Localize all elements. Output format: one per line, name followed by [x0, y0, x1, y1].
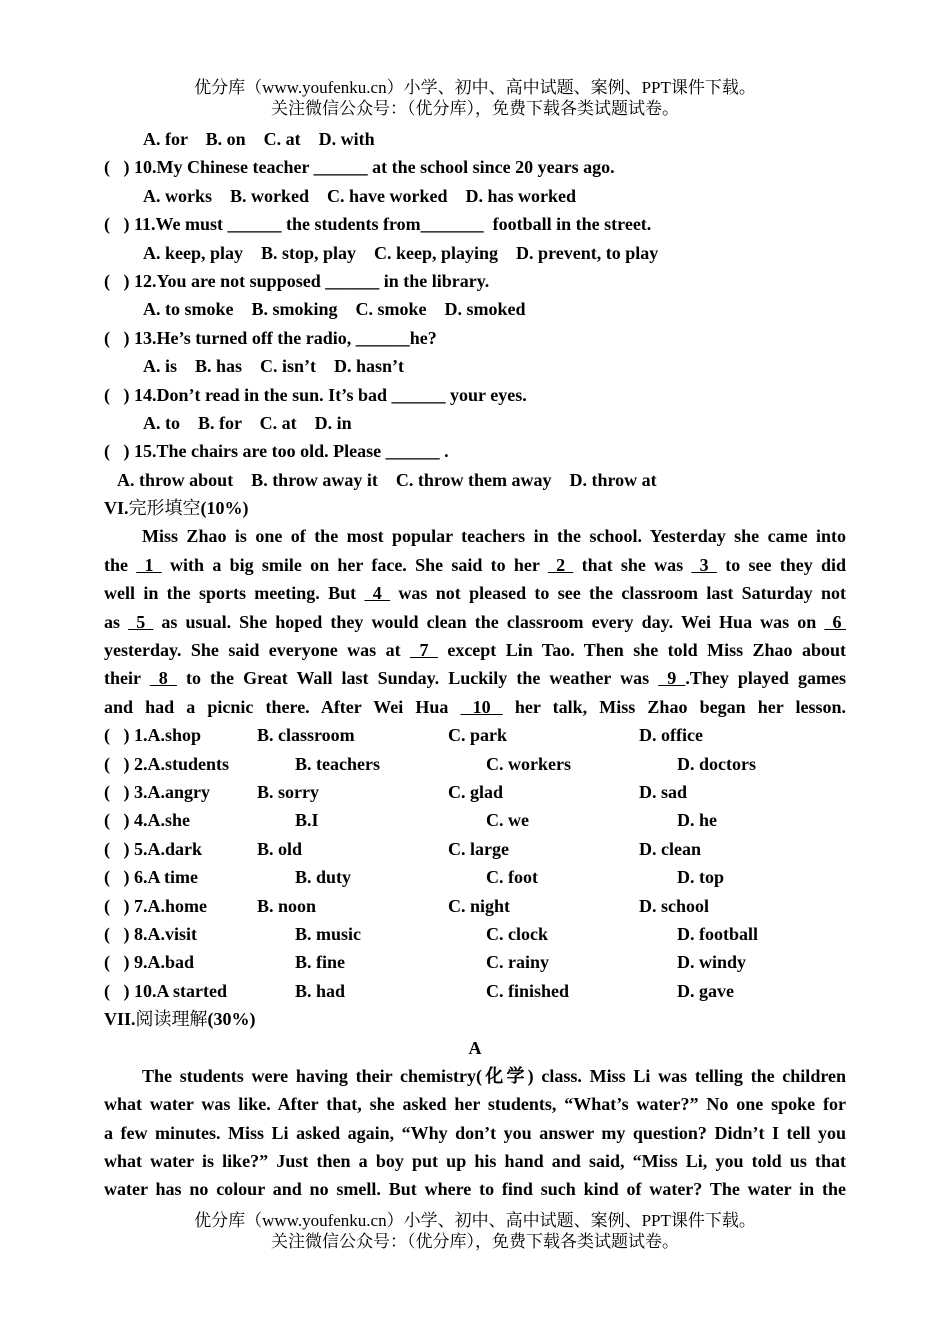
footer-line-2: 关注微信公众号：（优分库），免费下载各类试题试卷。 [271, 1232, 679, 1251]
cloze-option-choice: B. noon [257, 895, 317, 916]
reading-passage [104, 1062, 846, 1204]
cloze-option-choice: C. workers [486, 753, 571, 774]
cloze-option-choice: B.I [295, 810, 319, 831]
q10-options: A. works B. worked C. have worked D. has worked [143, 185, 577, 206]
cloze-option-choice: D. football [677, 923, 758, 944]
cloze-passage-line: yesterday. She said everyone was at 7 except Lin Tao. Then she told Miss Zhao about [104, 640, 846, 661]
header-line-1: 优分库（www.youfenku.cn）小学、初中、高中试题、案例、PPT课件下载。 [194, 78, 756, 97]
cloze-passage-line: and had a picnic there. After Wei Hua 10 her talk, Miss Zhao began her lesson. [104, 696, 846, 717]
cloze-blank: 8 [149, 668, 177, 689]
reading-passage-line: a few minutes. Miss Li asked again, “Why don’t you answer my question? Didn’t I tell you [104, 1122, 846, 1143]
cloze-passage-line: well in the sports meeting. But 4 was not pleased to see the classroom last Saturday not [104, 583, 846, 604]
cloze-passage-line: as 5 as usual. She hoped they would clean the classroom every day. Wei Hua was on 6 [104, 611, 847, 632]
reading-title-zh: 阅读理解 [135, 1009, 208, 1030]
cloze-blank: 10 [460, 696, 503, 717]
page-header [0, 77, 950, 119]
cloze-option-choice: B. sorry [257, 781, 319, 802]
cloze-option-choice: B. fine [295, 952, 346, 973]
cloze-option-row [104, 835, 846, 863]
header-line-2: 关注微信公众号：（优分库），免费下载各类试题试卷。 [271, 99, 679, 118]
reading-passage-line: The students were having their chemistry(化学) class. Miss Li was telling the children [142, 1065, 846, 1086]
cloze-blank: 9 [658, 668, 686, 689]
cloze-option-choice: D. sad [639, 781, 688, 802]
cloze-option-choice: B. music [295, 923, 362, 944]
cloze-option-choice: C. park [448, 725, 508, 746]
reading-passage-line: water has no colour and no smell. But where to find such kind of water? The water in the [104, 1179, 846, 1200]
cloze-option-label: ( ) 9.A.bad [104, 952, 195, 973]
cloze-option-label: ( ) 4.A.she [104, 810, 190, 831]
cloze-option-choice: C. finished [486, 980, 570, 1001]
cloze-option-choice: D. office [639, 725, 703, 746]
cloze-option-choice: C. rainy [486, 952, 549, 973]
cloze-option-choice: D. doctors [677, 753, 756, 774]
cloze-option-choice: C. we [486, 810, 529, 831]
cloze-passage-line: the 1 with a big smile on her face. She said to her 2 that she was 3 to see they did [104, 554, 847, 575]
reading-part-label: A [468, 1037, 482, 1058]
page-footer [0, 1210, 950, 1252]
cloze-option-label: ( ) 10.A started [104, 980, 227, 1001]
cloze-title-num: VI. [104, 498, 129, 519]
q9-options: A. for B. on C. at D. with [143, 129, 375, 149]
cloze-option-label: ( ) 5.A.dark [104, 838, 202, 859]
cloze-option-row [104, 977, 846, 1005]
cloze-blank: 5 [128, 611, 154, 632]
q11-options: A. keep, play B. stop, play C. keep, playing D. prevent, to play [143, 242, 659, 263]
cloze-option-row [104, 948, 846, 976]
cloze-blank: 6 [824, 611, 847, 632]
cloze-option-choice: D. gave [677, 980, 734, 1001]
cloze-passage-line: their 8 to the Great Wall last Sunday. Luckily the weather was 9 .They played games [104, 668, 846, 689]
cloze-option-choice: C. clock [486, 923, 548, 944]
q14-stem: ( ) 14.Don’t read in the sun. It’s bad ______ your eyes. [104, 384, 527, 405]
cloze-option-choice: C. foot [486, 867, 538, 888]
cloze-option-choice: B. teachers [295, 753, 380, 774]
q12-stem: ( ) 12.You are not supposed ______ in the library. [104, 270, 490, 291]
cloze-option-row [104, 892, 846, 920]
cloze-option-choice: B. classroom [257, 725, 355, 746]
cloze-options-list [104, 721, 846, 1005]
cloze-blank: 4 [364, 583, 391, 604]
cloze-title-score: (10%) [200, 498, 249, 519]
cloze-option-row [104, 750, 846, 778]
cloze-option-choice: C. large [448, 838, 509, 859]
cloze-option-choice: B. had [295, 980, 346, 1001]
q10-stem: ( ) 10.My Chinese teacher ______ at the school since 20 years ago. [104, 157, 615, 178]
q15-options: A. throw about B. throw away it C. throw them away D. throw at [117, 469, 657, 490]
cloze-option-choice: D. school [639, 895, 710, 916]
cloze-option-choice: D. top [677, 867, 725, 888]
cloze-blank: 2 [547, 554, 574, 575]
cloze-passage [104, 522, 846, 721]
cloze-option-row [104, 863, 846, 891]
cloze-option-choice: D. windy [677, 952, 747, 973]
q12-options: A. to smoke B. smoking C. smoke D. smoked [143, 299, 526, 320]
cloze-option-label: ( ) 3.A.angry [104, 781, 210, 802]
q11-stem: ( ) 11.We must ______ the students from_______ football in the street. [104, 214, 652, 235]
reading-section-title [104, 1005, 846, 1033]
cloze-option-choice: D. clean [639, 838, 701, 859]
cloze-title-zh: 完形填空 [128, 498, 201, 519]
cloze-option-row [104, 920, 846, 948]
q14-options: A. to B. for C. at D. in [143, 412, 352, 433]
cloze-option-label: ( ) 8.A.visit [104, 923, 197, 944]
cloze-option-label: ( ) 2.A.students [104, 753, 230, 774]
q13-options: A. is B. has C. isn’t D. hasn’t [143, 356, 405, 377]
q15-stem: ( ) 15.The chairs are too old. Please ______ . [104, 441, 449, 462]
cloze-option-choice: C. glad [448, 781, 504, 802]
cloze-option-choice: B. duty [295, 867, 352, 888]
exam-content [104, 125, 846, 1204]
cloze-option-row [104, 806, 846, 834]
cloze-blank: 1 [136, 554, 162, 575]
q13-stem: ( ) 13.He’s turned off the radio, ______he? [104, 327, 437, 348]
cloze-option-choice: D. he [677, 810, 717, 831]
reading-passage-line: what water is like?” Just then a boy put up his hand and said, “Miss Li, you told us that [104, 1151, 846, 1172]
reading-passage-line: what water was like. After that, she asked her students, “What’s water?” No one spoke for [104, 1094, 846, 1115]
cloze-option-choice: C. night [448, 895, 511, 916]
reading-title-score: (30%) [207, 1009, 256, 1030]
cloze-option-row [104, 721, 846, 749]
cloze-passage-line: Miss Zhao is one of the most popular teachers in the school. Yesterday she came into [142, 526, 846, 547]
cloze-option-row [104, 778, 846, 806]
cloze-option-choice: B. old [257, 838, 303, 859]
cloze-section-title [104, 494, 846, 522]
footer-line-1: 优分库（www.youfenku.cn）小学、初中、高中试题、案例、PPT课件下载。 [194, 1211, 756, 1230]
cloze-blank: 3 [691, 554, 717, 575]
cloze-option-label: ( ) 6.A time [104, 867, 198, 888]
reading-title-num: VII. [104, 1009, 136, 1030]
cloze-option-label: ( ) 7.A.home [104, 895, 207, 916]
cloze-option-label: ( ) 1.A.shop [104, 725, 202, 746]
cloze-blank: 7 [410, 640, 438, 661]
